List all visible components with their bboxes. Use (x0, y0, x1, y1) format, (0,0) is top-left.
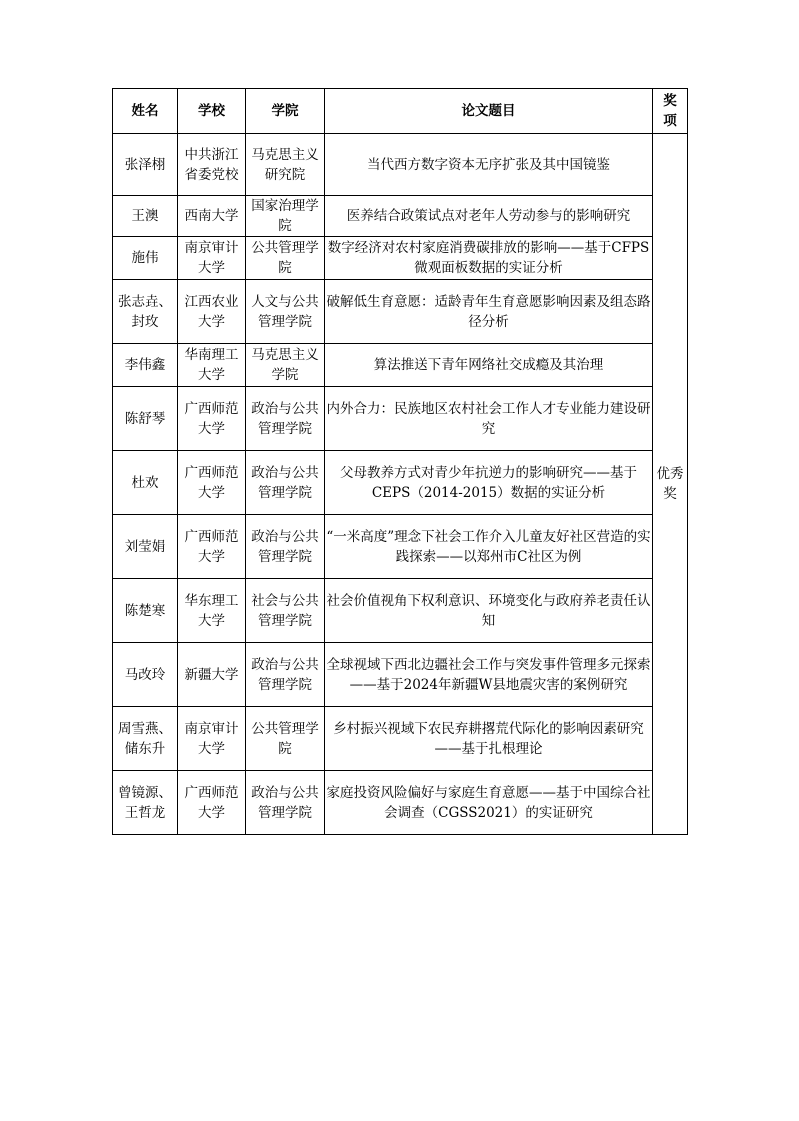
cell-school: 广西师范大学 (178, 387, 246, 451)
cell-title: 数字经济对农村家庭消费碳排放的影响——基于CFPS微观面板数据的实证分析 (325, 237, 653, 280)
cell-school: 华南理工大学 (178, 344, 246, 387)
award-label: 优秀奖 (656, 466, 684, 502)
cell-title: 算法推送下青年网络社交成瘾及其治理 (325, 344, 653, 387)
cell-college: 公共管理学院 (246, 707, 325, 771)
header-name: 姓名 (113, 89, 178, 134)
cell-name: 张泽栩 (113, 134, 178, 196)
cell-name: 王澳 (113, 196, 178, 237)
cell-school: 广西师范大学 (178, 771, 246, 835)
awards-table (112, 88, 688, 835)
cell-name: 施伟 (113, 237, 178, 280)
cell-school: 南京审计大学 (178, 707, 246, 771)
cell-title: 当代西方数字资本无序扩张及其中国镜鉴 (325, 134, 653, 196)
cell-college: 公共管理学院 (246, 237, 325, 280)
cell-college: 政治与公共管理学院 (246, 451, 325, 515)
table-row (113, 771, 688, 835)
cell-title: 家庭投资风险偏好与家庭生育意愿——基于中国综合社会调查（CGSS2021）的实证研究 (325, 771, 653, 835)
table-row (113, 707, 688, 771)
cell-name: 周雪燕、储东升 (113, 707, 178, 771)
table-row (113, 515, 688, 579)
cell-award (653, 134, 688, 835)
table-row (113, 387, 688, 451)
cell-name: 曾镜源、王哲龙 (113, 771, 178, 835)
cell-college: 政治与公共管理学院 (246, 515, 325, 579)
header-row (113, 89, 688, 134)
cell-name: 马改玲 (113, 643, 178, 707)
cell-college: 政治与公共管理学院 (246, 387, 325, 451)
cell-school: 中共浙江省委党校 (178, 134, 246, 196)
table-row (113, 344, 688, 387)
header-award: 奖项 (653, 89, 688, 134)
table-row (113, 643, 688, 707)
cell-name: 陈楚寒 (113, 579, 178, 643)
cell-name: 李伟鑫 (113, 344, 178, 387)
cell-school: 南京审计大学 (178, 237, 246, 280)
table-row (113, 451, 688, 515)
cell-title: 破解低生育意愿：适龄青年生育意愿影响因素及组态路径分析 (325, 280, 653, 344)
header-college: 学院 (246, 89, 325, 134)
cell-name: 杜欢 (113, 451, 178, 515)
table-row (113, 134, 688, 196)
cell-title: 全球视域下西北边疆社会工作与突发事件管理多元探索——基于2024年新疆W县地震灾害的案例研究 (325, 643, 653, 707)
cell-title: 父母教养方式对青少年抗逆力的影响研究——基于CEPS（2014-2015）数据的实证分析 (325, 451, 653, 515)
cell-college: 国家治理学院 (246, 196, 325, 237)
cell-college: 社会与公共管理学院 (246, 579, 325, 643)
cell-name: 陈舒琴 (113, 387, 178, 451)
header-title: 论文题目 (325, 89, 653, 134)
cell-title: 乡村振兴视域下农民弃耕撂荒代际化的影响因素研究——基于扎根理论 (325, 707, 653, 771)
cell-title: 社会价值视角下权利意识、环境变化与政府养老责任认知 (325, 579, 653, 643)
cell-college: 人文与公共管理学院 (246, 280, 325, 344)
table-row (113, 237, 688, 280)
cell-college: 马克思主义学院 (246, 344, 325, 387)
cell-name: 刘莹娟 (113, 515, 178, 579)
cell-title: “一米高度”理念下社会工作介入儿童友好社区营造的实践探索——以郑州市C社区为例 (325, 515, 653, 579)
cell-school: 新疆大学 (178, 643, 246, 707)
cell-school: 广西师范大学 (178, 515, 246, 579)
cell-title: 医养结合政策试点对老年人劳动参与的影响研究 (325, 196, 653, 237)
table-row (113, 579, 688, 643)
cell-school: 江西农业大学 (178, 280, 246, 344)
cell-school: 华东理工大学 (178, 579, 246, 643)
header-school: 学校 (178, 89, 246, 134)
cell-college: 政治与公共管理学院 (246, 643, 325, 707)
cell-college: 马克思主义研究院 (246, 134, 325, 196)
cell-name: 张志垚、封玫 (113, 280, 178, 344)
cell-college: 政治与公共管理学院 (246, 771, 325, 835)
cell-title: 内外合力：民族地区农村社会工作人才专业能力建设研究 (325, 387, 653, 451)
cell-school: 西南大学 (178, 196, 246, 237)
table-row (113, 280, 688, 344)
table-row (113, 196, 688, 237)
cell-school: 广西师范大学 (178, 451, 246, 515)
